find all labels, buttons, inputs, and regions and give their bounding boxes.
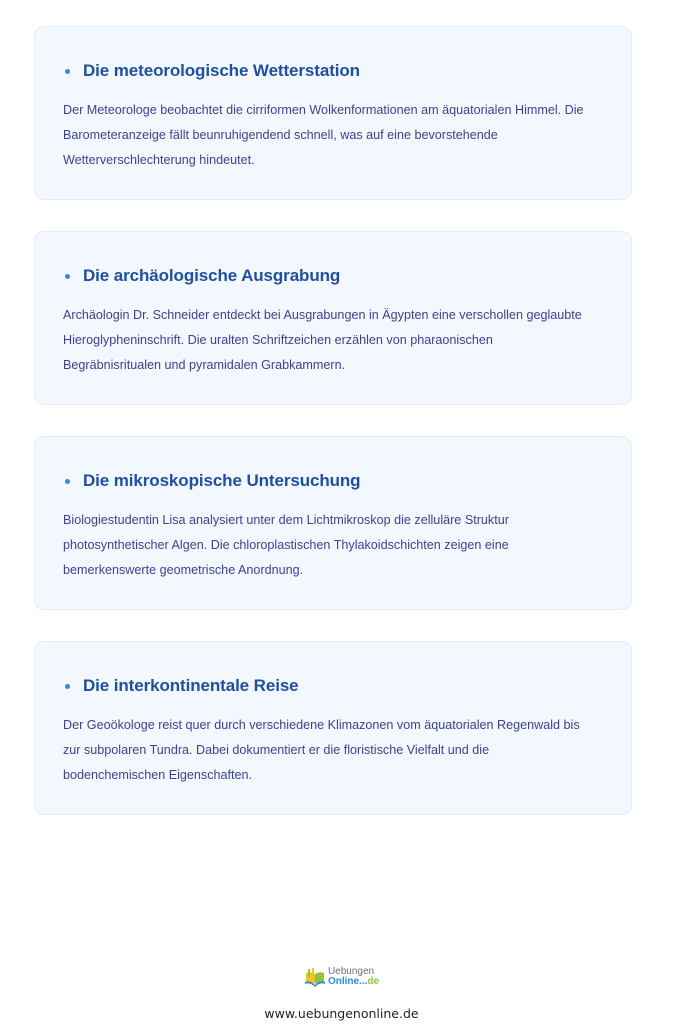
card-text: Biologiestudentin Lisa analysiert unter dem Lichtmikroskop die zelluläre Struktur photosynthetischer Algen. Die chloroplastischen Thylakoidschichten zeigen eine bemerkenswerte geometrische Anordnung. [63,513,509,577]
card-text: Der Meteorologe beobachtet die cirriformen Wolkenformationen am äquatorialen Himmel. Die Barometeranzeige fällt beunruhigendend schnell, was auf eine bevorstehende Wetterverschlechterung hindeutet. [63,103,584,167]
card-heading [63,264,603,288]
card-heading [63,59,603,83]
exercise-card [34,436,632,610]
logo-line-1: Uebungen [327,966,375,977]
exercise-card [34,231,632,405]
logo-line-2-suffix: de [367,976,380,987]
card-title: Die meteorologische Wetterstation [83,61,360,80]
card-title: Die mikroskopische Untersuchung [83,471,361,490]
card-heading [63,469,603,493]
page-footer [0,962,683,1021]
site-logo[interactable] [304,962,379,992]
logo-line-2-main: Online... [327,976,368,987]
bullet-icon [65,274,70,279]
logo-line-2 [328,977,379,987]
card-text: Der Geoökologe reist quer durch verschiedene Klimazonen vom äquatorialen Regenwald bis zur subpolaren Tundra. Dabei dokumentiert er die floristische Vielfalt und die bodenchemischen Eigenschaften. [63,718,580,782]
bullet-icon [65,479,70,484]
site-url-link[interactable]: www.uebungenonline.de [264,1006,419,1021]
bullet-icon [65,69,70,74]
open-book-icon [304,967,326,987]
card-title: Die interkontinentale Reise [83,676,299,695]
bullet-icon [65,684,70,689]
card-title: Die archäologische Ausgrabung [83,266,341,285]
exercise-card [34,641,632,815]
exercise-card-list [34,26,632,846]
card-heading [63,674,603,698]
logo-wordmark [328,967,379,987]
exercise-card [34,26,632,200]
card-text: Archäologin Dr. Schneider entdeckt bei Ausgrabungen in Ägypten eine verschollen geglaubte Hieroglypheninschrift. Die uralten Schriftzeichen erzählen von pharaonischen Begräbnisritualen und pyramidalen Grabkammern. [63,308,582,372]
